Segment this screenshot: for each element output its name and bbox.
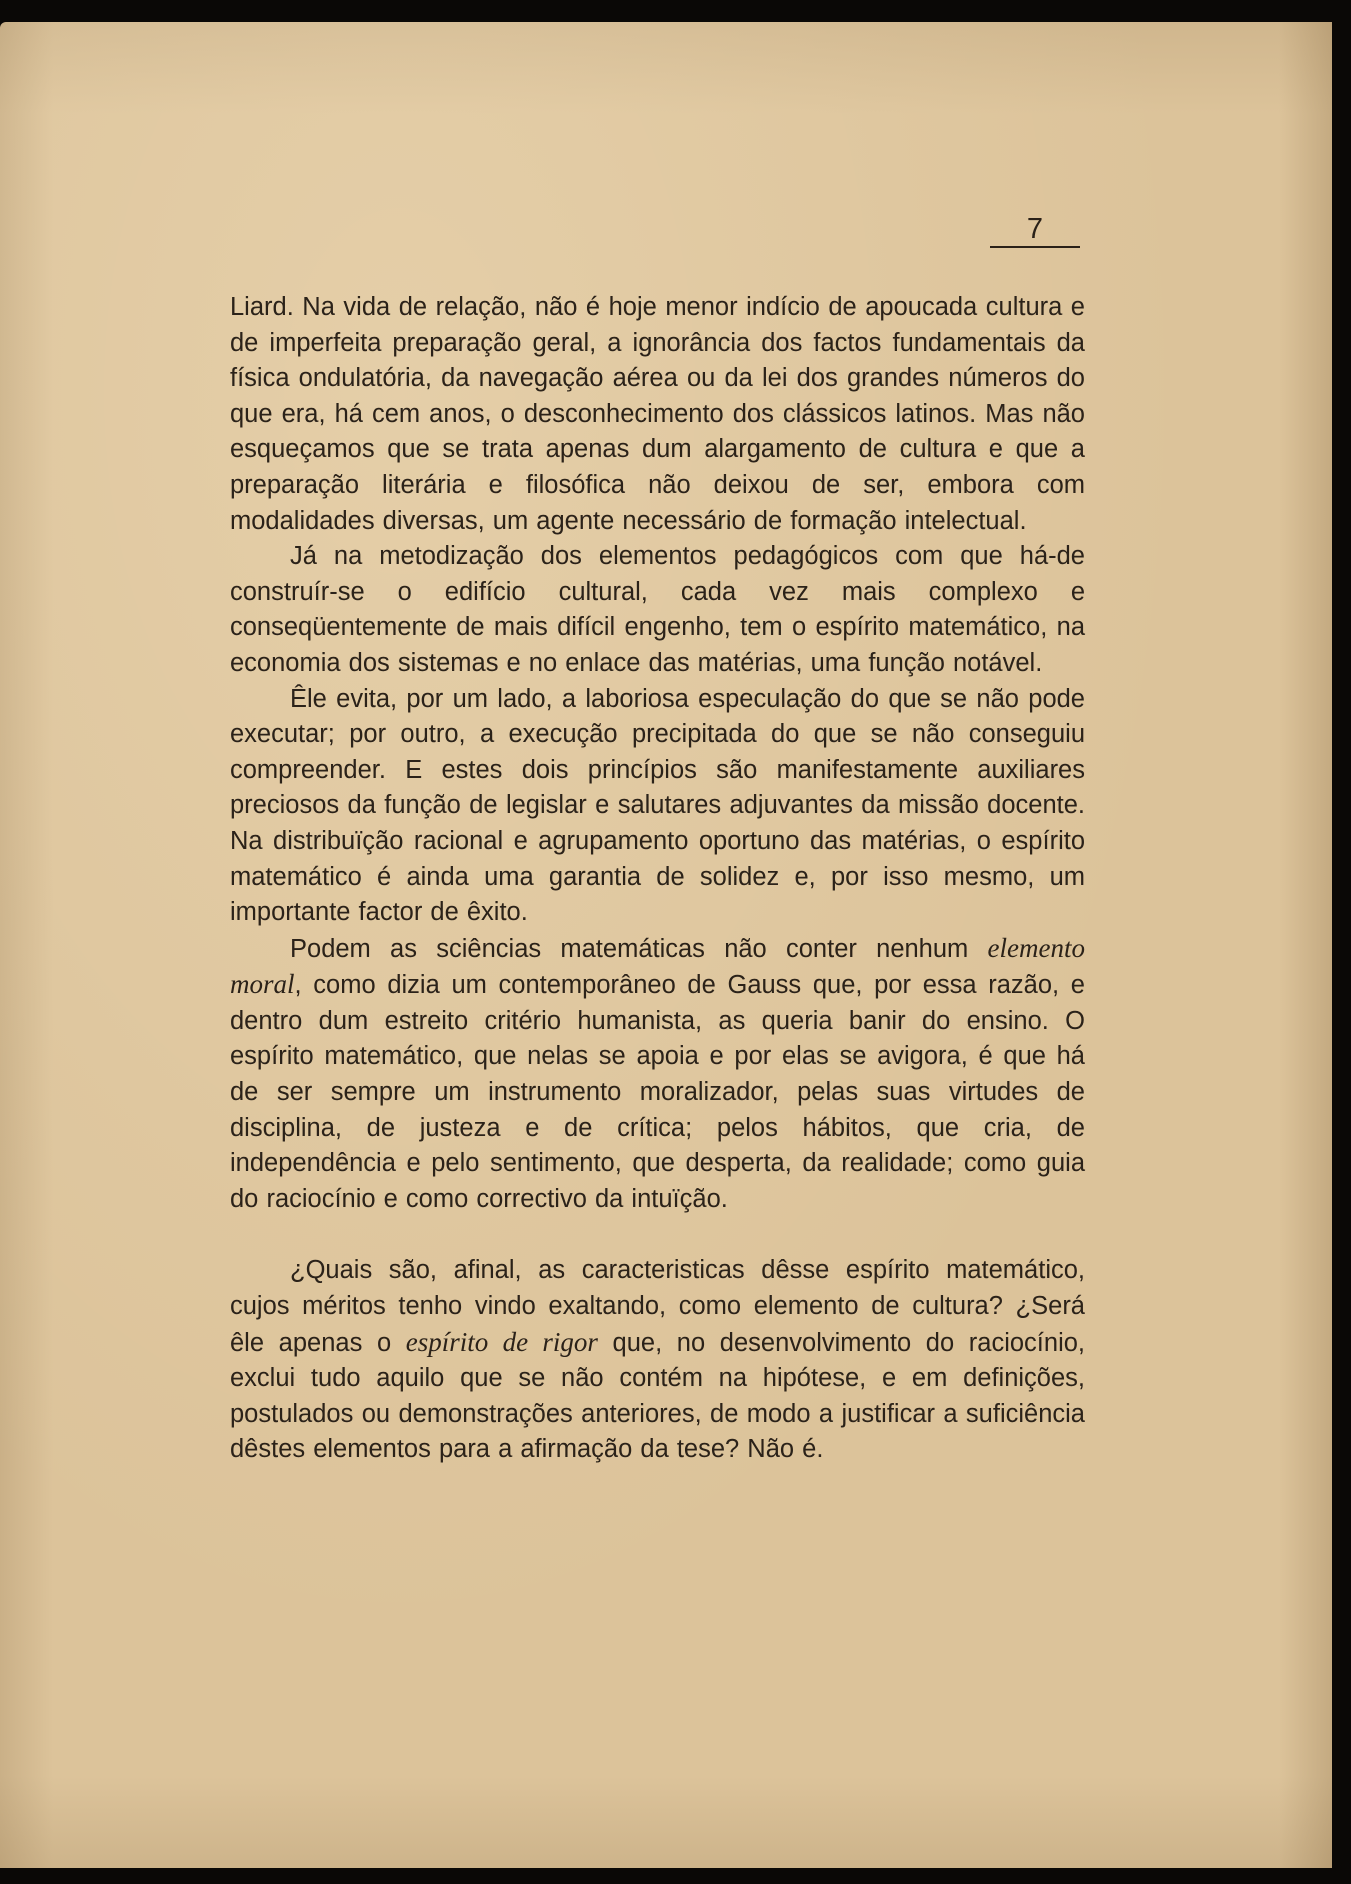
- book-page: [0, 22, 1332, 1868]
- paragraph-4-after: , como dizia um contemporâneo de Gauss que, por essa razão, e dentro dum estreito critério humanista, as queria banir do ensino. O espírito matemático, que nelas se apoia e por elas se avigora, é que há de ser sempre um instrumento moralizador, pelas suas virtudes de disciplina, de justeza e de crítica; pelos hábitos, que cria, de independência e pelo sentimento, que desperta, da realidade; como guia do raciocínio e como correctivo da intuïção.: [230, 971, 1085, 1213]
- paragraph-5-after: que, no desenvolvimento do raciocínio, exclui tudo aquilo que se não contém na hipótese, e em definições, postulados ou demonstrações anteriores, de modo a justificar a suficiência dêstes elementos para a afirmação da tese? Não é.: [230, 1328, 1085, 1464]
- body-text: [230, 290, 1085, 1468]
- page-number: 7: [990, 212, 1080, 248]
- paragraph-gap: [230, 1217, 1085, 1253]
- paragraph-5-italic: espírito de rigor: [405, 1326, 598, 1357]
- paragraph-4: [230, 931, 1085, 1218]
- paragraph-1: Liard. Na vida de relação, não é hoje menor indício de apoucada cultura e de imperfeita preparação geral, a ignorância dos factos fundamentais da física ondulatória, da navegação aérea ou da lei dos grandes números do que era, há cem anos, o desconhecimento dos clássicos latinos. Mas não esqueçamos que se trata apenas dum alargamento de cultura e que a preparação literária e filosófica não deixou de ser, embora com modalidades diversas, um agente necessário de formação intelectual.: [230, 293, 1085, 535]
- paragraph-5-before: ¿Quais são, afinal, as caracteristicas dêsse espírito matemático, cujos méritos tenho vindo exaltando, como elemento de cultura? ¿Será êle apenas o: [230, 1256, 1085, 1357]
- paragraph-4-before: Podem as sciências matemáticas não conter nenhum: [290, 934, 988, 963]
- paragraph-5: [230, 1253, 1085, 1468]
- paragraph-2: Já na metodização dos elementos pedagógicos com que há-de construír-se o edifício cultural, cada vez mais complexo e conseqüentemente de mais difícil engenho, tem o espírito matemático, na economia dos sistemas e no enlace das matérias, uma função notável.: [230, 542, 1085, 677]
- paragraph-3: Êle evita, por um lado, a laboriosa especulação do que se não pode executar; por outro, a execução precipitada do que se não conseguiu compreender. E estes dois princípios são manifestamente auxiliares preciosos da função de legislar e salutares adjuvantes da missão docente. Na distribuïção racional e agrupamento oportuno das matérias, o espírito matemático é ainda uma garantia de solidez e, por isso mesmo, um importante factor de êxito.: [230, 684, 1085, 927]
- paragraph-4-italic: elemento moral: [230, 932, 1085, 1000]
